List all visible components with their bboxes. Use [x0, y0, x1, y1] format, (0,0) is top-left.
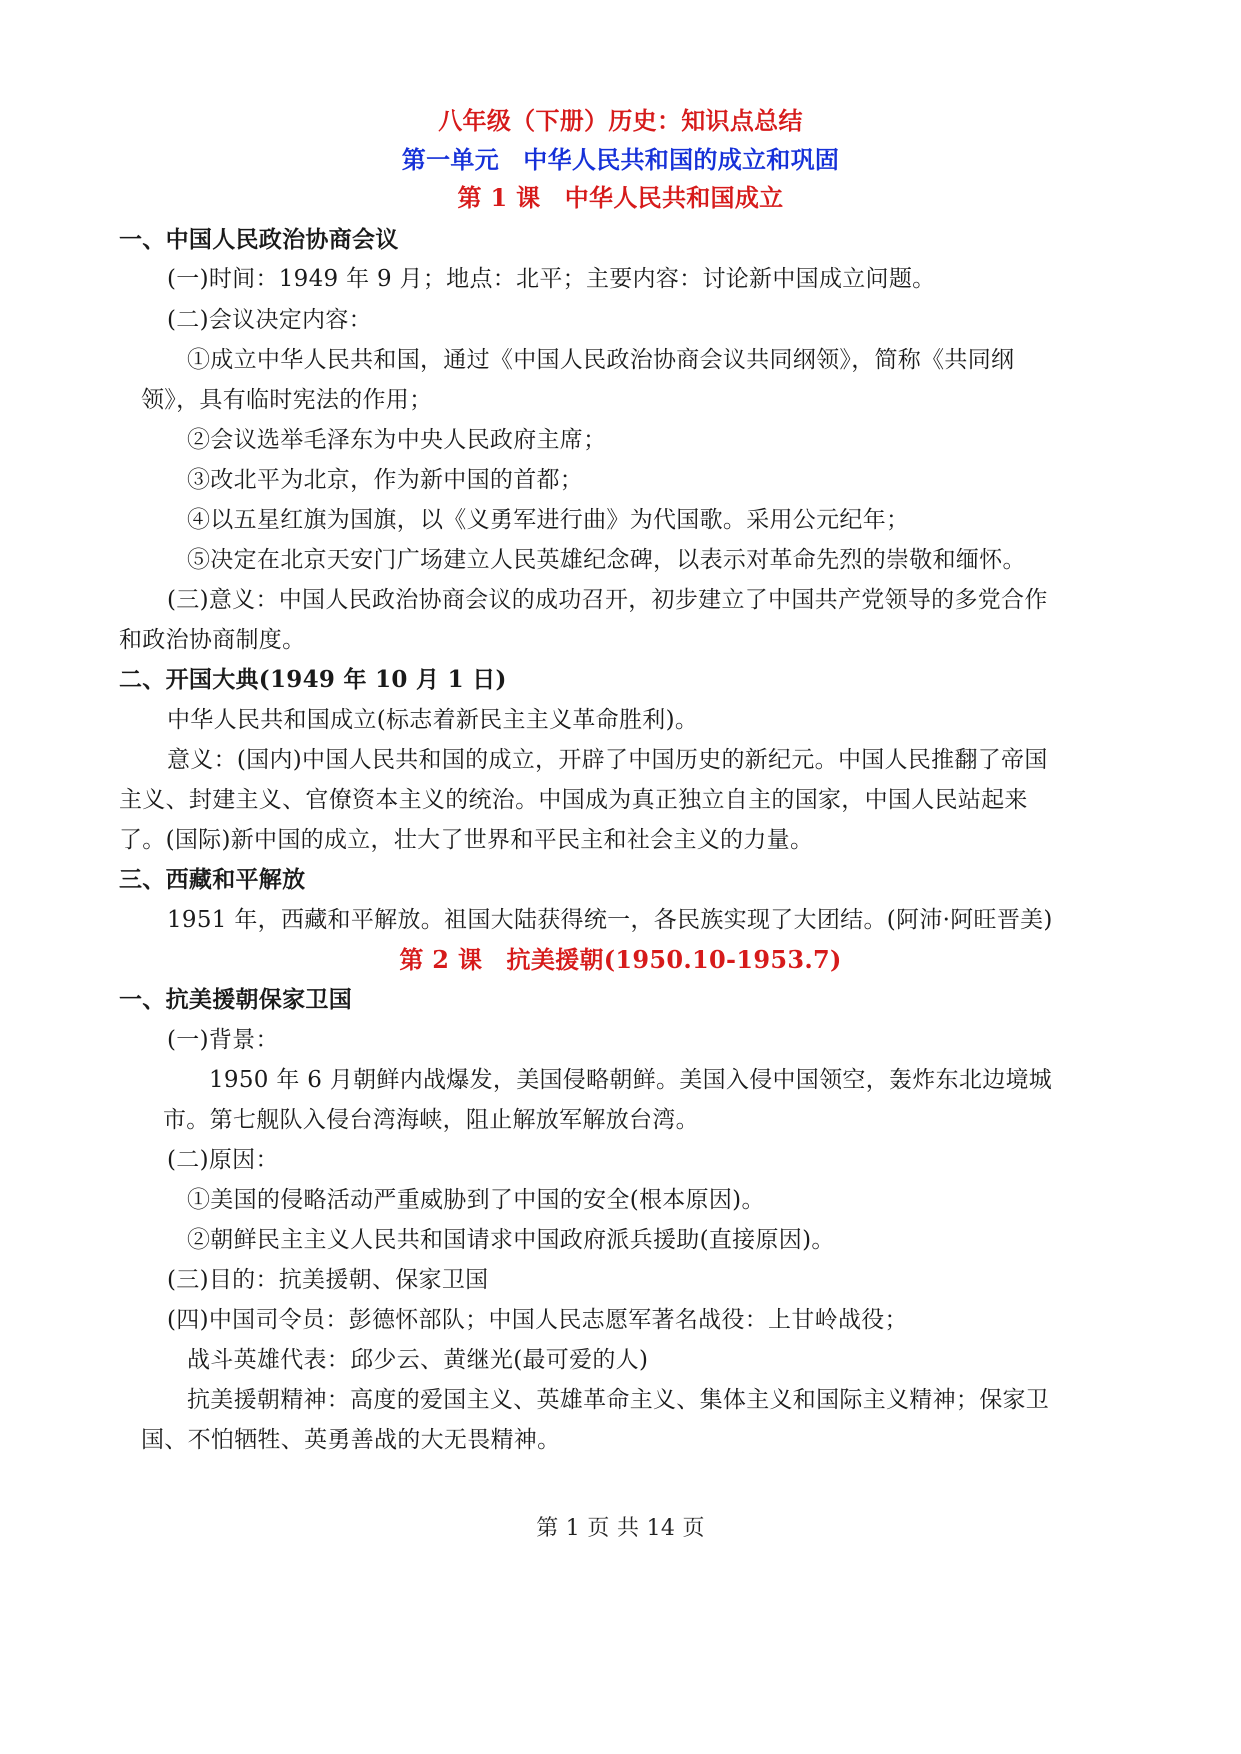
- lesson1-title: 第 1 课 中华人民共和国成立: [457, 183, 784, 212]
- unit-title: 第一单元 中华人民共和国的成立和巩固: [401, 145, 840, 174]
- paragraph-continuation: 主义、封建主义、官僚资本主义的统治。中国成为真正独立自主的国家，中国人民站起来: [119, 787, 1028, 813]
- paragraph: 意义：(国内)中国人民共和国的成立，开辟了中国历史的新纪元。中国人民推翻了帝国: [167, 747, 1048, 773]
- list-item: ①成立中华人民共和国，通过《中国人民政治协商会议共同纲领》，简称《共同纲: [187, 347, 1015, 373]
- paragraph: 1950 年 6 月朝鲜内战爆发，美国侵略朝鲜。美国入侵中国领空，轰炸东北边境城: [209, 1067, 1053, 1093]
- lesson2-title: 第 2 课 抗美援朝(1950.10-1953.7): [399, 945, 842, 974]
- paragraph: 战斗英雄代表：邱少云、黄继光(最可爱的人): [187, 1347, 649, 1373]
- lesson1-section2-heading: 二、开国大典(1949 年 10 月 1 日): [119, 666, 507, 693]
- document-title: 八年级（下册）历史：知识点总结: [438, 106, 803, 135]
- lesson1-section1-heading: 一、中国人民政治协商会议: [119, 226, 399, 253]
- paragraph-continuation: 了。(国际)新中国的成立，壮大了世界和平民主和社会主义的力量。: [119, 827, 814, 853]
- lesson2-section1-heading: 一、抗美援朝保家卫国: [119, 986, 352, 1013]
- paragraph: 中华人民共和国成立(标志着新民主主义革命胜利)。: [167, 707, 699, 733]
- list-item: ②朝鲜民主主义人民共和国请求中国政府派兵援助(直接原因)。: [187, 1227, 835, 1253]
- paragraph-continuation: 国、不怕牺牲、英勇善战的大无畏精神。: [141, 1427, 561, 1453]
- paragraph: (二)原因：: [167, 1147, 279, 1173]
- list-item-continuation: 领》，具有临时宪法的作用；: [141, 387, 433, 413]
- lesson1-section3-heading: 三、西藏和平解放: [119, 866, 306, 893]
- paragraph: 抗美援朝精神：高度的爱国主义、英雄革命主义、集体主义和国际主义精神；保家卫: [187, 1387, 1050, 1413]
- paragraph: (四)中国司令员：彭德怀部队；中国人民志愿军著名战役：上甘岭战役；: [167, 1307, 908, 1333]
- list-item: ②会议选举毛泽东为中央人民政府主席；: [187, 427, 607, 453]
- page-footer: 第 1 页 共 14 页: [536, 1516, 705, 1541]
- paragraph-continuation: 和政治协商制度。: [119, 627, 306, 653]
- list-item: ⑤决定在北京天安门广场建立人民英雄纪念碑，以表示对革命先烈的崇敬和缅怀。: [187, 547, 1026, 573]
- list-item: ①美国的侵略活动严重威胁到了中国的安全(根本原因)。: [187, 1187, 765, 1213]
- list-item: ③改北平为北京，作为新中国的首都；: [187, 467, 584, 493]
- list-item: ④以五星红旗为国旗，以《义勇军进行曲》为代国歌。采用公元纪年；: [187, 507, 910, 533]
- paragraph: (一)时间：1949 年 9 月；地点：北平；主要内容：讨论新中国成立问题。: [167, 266, 936, 292]
- paragraph-continuation: 市。第七舰队入侵台湾海峡，阻止解放军解放台湾。: [163, 1107, 699, 1133]
- paragraph: (二)会议决定内容：: [167, 307, 372, 333]
- paragraph: 1951 年，西藏和平解放。祖国大陆获得统一，各民族实现了大团结。(阿沛·阿旺晋美): [167, 907, 1053, 933]
- paragraph: (一)背景：: [167, 1027, 279, 1053]
- paragraph: (三)意义：中国人民政治协商会议的成功召开，初步建立了中国共产党领导的多党合作: [167, 587, 1048, 613]
- paragraph: (三)目的：抗美援朝、保家卫国: [167, 1267, 489, 1293]
